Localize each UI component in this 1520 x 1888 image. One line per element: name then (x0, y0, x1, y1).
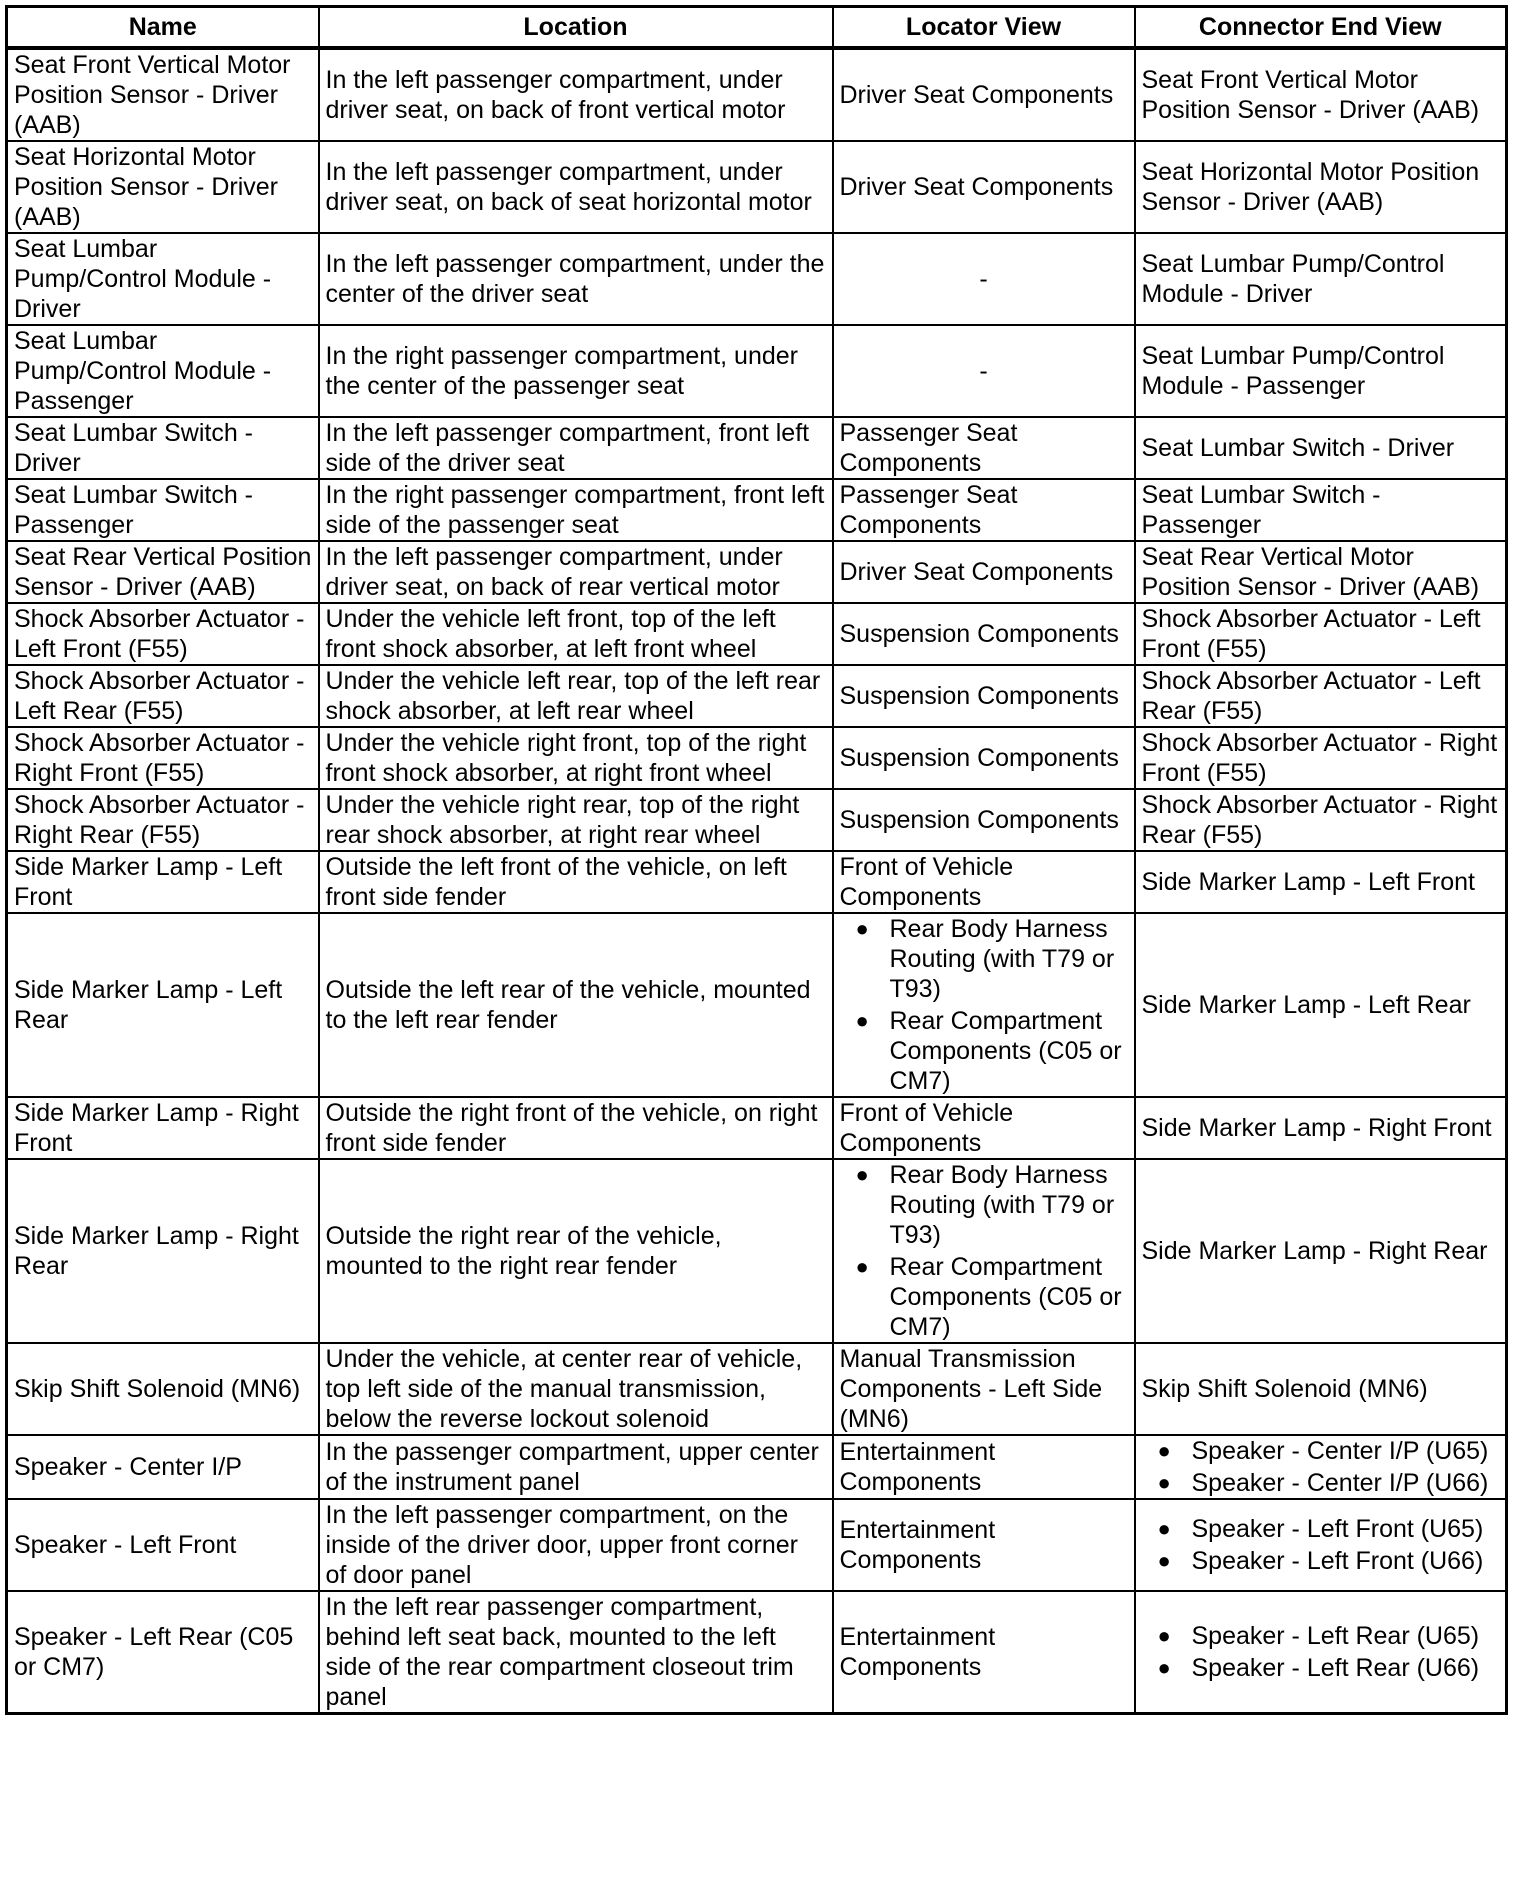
cell-location: In the left passenger compartment, under the center of the driver seat (319, 233, 833, 325)
locator-list (840, 1160, 1128, 1342)
cell-connector-end-view (1135, 789, 1507, 851)
locator-text: - (979, 357, 988, 385)
cell-name: Speaker - Left Front (7, 1499, 319, 1591)
connector-list-item: ● Speaker - Center I/P (U65) (1142, 1436, 1500, 1466)
table-row (7, 479, 1507, 541)
table-row (7, 417, 1507, 479)
cell-name: Speaker - Left Rear (C05 or CM7) (7, 1591, 319, 1714)
connector-text: Side Marker Lamp - Left Rear (1141, 991, 1471, 1019)
locator-text: Entertainment Components (839, 1623, 996, 1681)
locator-text: - (979, 265, 988, 293)
connector-list (1142, 1514, 1500, 1576)
connector-text: Seat Lumbar Pump/Control Module - Driver (1141, 250, 1445, 308)
cell-name: Shock Absorber Actuator - Right Rear (F55) (7, 789, 319, 851)
locator-text: Suspension Components (839, 744, 1119, 772)
connector-text: Side Marker Lamp - Right Front (1141, 1114, 1492, 1142)
table-row (7, 48, 1507, 141)
locator-text: Suspension Components (839, 806, 1119, 834)
cell-locator-view (833, 603, 1135, 665)
cell-locator-view (833, 233, 1135, 325)
cell-location: Under the vehicle, at center rear of vehicle, top left side of the manual transmission, below the reverse lockout solenoid (319, 1343, 833, 1435)
connector-text: Seat Rear Vertical Motor Position Sensor - Driver (AAB) (1141, 543, 1480, 601)
cell-location: In the right passenger compartment, front left side of the passenger seat (319, 479, 833, 541)
locator-text: Front of Vehicle Components (839, 853, 1014, 911)
table-body (7, 48, 1507, 1714)
cell-connector-end-view (1135, 1591, 1507, 1714)
cell-name: Seat Lumbar Pump/Control Module - Driver (7, 233, 319, 325)
cell-name: Speaker - Center I/P (7, 1435, 319, 1499)
cell-location: In the passenger compartment, upper center of the instrument panel (319, 1435, 833, 1499)
cell-connector-end-view (1135, 1499, 1507, 1591)
cell-locator-view (833, 1591, 1135, 1714)
locator-text: Passenger Seat Components (839, 481, 1018, 539)
cell-locator-view (833, 325, 1135, 417)
table-row (7, 233, 1507, 325)
cell-connector-end-view (1135, 603, 1507, 665)
table-row (7, 325, 1507, 417)
cell-name: Shock Absorber Actuator - Left Rear (F55) (7, 665, 319, 727)
locator-text: Driver Seat Components (839, 173, 1114, 201)
cell-name: Side Marker Lamp - Left Front (7, 851, 319, 913)
cell-location: In the left passenger compartment, on the inside of the driver door, upper front corner of door panel (319, 1499, 833, 1591)
component-locator-table-wrapper (5, 5, 1508, 1715)
cell-connector-end-view (1135, 141, 1507, 233)
table-row (7, 1591, 1507, 1714)
cell-name: Side Marker Lamp - Left Rear (7, 913, 319, 1097)
table-row (7, 789, 1507, 851)
component-locator-table (5, 5, 1508, 1715)
cell-locator-view (833, 479, 1135, 541)
connector-text: Skip Shift Solenoid (MN6) (1141, 1375, 1428, 1403)
cell-name: Shock Absorber Actuator - Right Front (F55) (7, 727, 319, 789)
header-connector-end-view: Connector End View (1135, 7, 1507, 49)
cell-name: Seat Rear Vertical Position Sensor - Driver (AAB) (7, 541, 319, 603)
locator-text: Entertainment Components (839, 1438, 996, 1496)
cell-location: In the left passenger compartment, under driver seat, on back of rear vertical motor (319, 541, 833, 603)
locator-text: Suspension Components (839, 620, 1119, 648)
cell-locator-view (833, 541, 1135, 603)
cell-location: In the left rear passenger compartment, behind left seat back, mounted to the left side of the rear compartment closeout trim panel (319, 1591, 833, 1714)
cell-locator-view (833, 141, 1135, 233)
connector-text: Seat Lumbar Switch - Driver (1141, 434, 1455, 462)
table-row (7, 665, 1507, 727)
cell-locator-view (833, 1097, 1135, 1159)
cell-locator-view (833, 851, 1135, 913)
cell-locator-view (833, 1435, 1135, 1499)
connector-text: Seat Lumbar Switch - Passenger (1141, 481, 1381, 539)
cell-name: Seat Lumbar Pump/Control Module - Passenger (7, 325, 319, 417)
cell-connector-end-view (1135, 1159, 1507, 1343)
cell-locator-view (833, 48, 1135, 141)
cell-location: Under the vehicle left front, top of the left front shock absorber, at left front wheel (319, 603, 833, 665)
table-row (7, 913, 1507, 1097)
cell-name: Seat Front Vertical Motor Position Sensor - Driver (AAB) (7, 48, 319, 141)
cell-connector-end-view (1135, 1435, 1507, 1499)
cell-locator-view (833, 665, 1135, 727)
locator-list-item: ● Rear Body Harness Routing (with T79 or T93) (840, 1160, 1128, 1250)
cell-connector-end-view (1135, 665, 1507, 727)
cell-location: Under the vehicle right rear, top of the right rear shock absorber, at right rear wheel (319, 789, 833, 851)
cell-location: Outside the right rear of the vehicle, mounted to the right rear fender (319, 1159, 833, 1343)
locator-text: Front of Vehicle Components (839, 1099, 1014, 1157)
cell-name: Side Marker Lamp - Right Rear (7, 1159, 319, 1343)
cell-connector-end-view (1135, 851, 1507, 913)
cell-location: Outside the right front of the vehicle, on right front side fender (319, 1097, 833, 1159)
locator-text: Entertainment Components (839, 1516, 996, 1574)
locator-list-item: ● Rear Body Harness Routing (with T79 or T93) (840, 914, 1128, 1004)
cell-connector-end-view (1135, 479, 1507, 541)
table-row (7, 851, 1507, 913)
cell-connector-end-view (1135, 541, 1507, 603)
cell-location: In the left passenger compartment, under driver seat, on back of front vertical motor (319, 48, 833, 141)
locator-list-item: ● Rear Compartment Components (C05 or CM7) (840, 1006, 1128, 1096)
table-row (7, 541, 1507, 603)
connector-text: Shock Absorber Actuator - Right Rear (F55) (1141, 791, 1498, 849)
cell-connector-end-view (1135, 417, 1507, 479)
cell-connector-end-view (1135, 233, 1507, 325)
cell-location: In the right passenger compartment, under the center of the passenger seat (319, 325, 833, 417)
table-row (7, 1499, 1507, 1591)
cell-locator-view (833, 1159, 1135, 1343)
cell-locator-view (833, 1499, 1135, 1591)
connector-list-item: ● Speaker - Center I/P (U66) (1142, 1468, 1500, 1498)
locator-text: Driver Seat Components (839, 81, 1114, 109)
connector-list-item: ● Speaker - Left Front (U65) (1142, 1514, 1500, 1544)
cell-location: Outside the left rear of the vehicle, mounted to the left rear fender (319, 913, 833, 1097)
cell-connector-end-view (1135, 48, 1507, 141)
connector-text: Seat Front Vertical Motor Position Sensor - Driver (AAB) (1141, 66, 1480, 124)
connector-list-item: ● Speaker - Left Rear (U65) (1142, 1621, 1500, 1651)
cell-connector-end-view (1135, 913, 1507, 1097)
cell-name: Skip Shift Solenoid (MN6) (7, 1343, 319, 1435)
cell-connector-end-view (1135, 727, 1507, 789)
locator-text: Driver Seat Components (839, 558, 1114, 586)
cell-location: Outside the left front of the vehicle, on left front side fender (319, 851, 833, 913)
locator-list (840, 914, 1128, 1096)
connector-list (1142, 1621, 1500, 1683)
cell-connector-end-view (1135, 1097, 1507, 1159)
cell-location: Under the vehicle left rear, top of the left rear shock absorber, at left rear wheel (319, 665, 833, 727)
locator-text: Manual Transmission Components - Left Side (MN6) (839, 1345, 1103, 1433)
table-row (7, 727, 1507, 789)
cell-locator-view (833, 789, 1135, 851)
table-row (7, 1435, 1507, 1499)
table-row (7, 1343, 1507, 1435)
cell-location: In the left passenger compartment, front left side of the driver seat (319, 417, 833, 479)
connector-text: Shock Absorber Actuator - Left Rear (F55) (1141, 667, 1481, 725)
cell-name: Side Marker Lamp - Right Front (7, 1097, 319, 1159)
cell-connector-end-view (1135, 1343, 1507, 1435)
cell-name: Seat Lumbar Switch - Passenger (7, 479, 319, 541)
cell-name: Seat Lumbar Switch - Driver (7, 417, 319, 479)
table-row (7, 603, 1507, 665)
cell-location: Under the vehicle right front, top of the right front shock absorber, at right front wheel (319, 727, 833, 789)
cell-locator-view (833, 417, 1135, 479)
cell-name: Shock Absorber Actuator - Left Front (F55) (7, 603, 319, 665)
locator-text: Passenger Seat Components (839, 419, 1018, 477)
cell-connector-end-view (1135, 325, 1507, 417)
connector-text: Side Marker Lamp - Left Front (1141, 868, 1475, 896)
connector-list (1142, 1436, 1500, 1498)
connector-list-item: ● Speaker - Left Rear (U66) (1142, 1653, 1500, 1683)
table-row (7, 1097, 1507, 1159)
cell-locator-view (833, 913, 1135, 1097)
locator-text: Suspension Components (839, 682, 1119, 710)
header-location: Location (319, 7, 833, 49)
table-row (7, 141, 1507, 233)
cell-locator-view (833, 1343, 1135, 1435)
cell-locator-view (833, 727, 1135, 789)
header-name: Name (7, 7, 319, 49)
cell-location: In the left passenger compartment, under driver seat, on back of seat horizontal motor (319, 141, 833, 233)
header-row (7, 7, 1507, 49)
cell-name: Seat Horizontal Motor Position Sensor - Driver (AAB) (7, 141, 319, 233)
header-locator-view: Locator View (833, 7, 1135, 49)
locator-list-item: ● Rear Compartment Components (C05 or CM7) (840, 1252, 1128, 1342)
connector-text: Seat Lumbar Pump/Control Module - Passenger (1141, 342, 1445, 400)
connector-list-item: ● Speaker - Left Front (U66) (1142, 1546, 1500, 1576)
connector-text: Shock Absorber Actuator - Left Front (F55) (1141, 605, 1481, 663)
connector-text: Shock Absorber Actuator - Right Front (F55) (1141, 729, 1498, 787)
connector-text: Side Marker Lamp - Right Rear (1141, 1237, 1488, 1265)
table-row (7, 1159, 1507, 1343)
connector-text: Seat Horizontal Motor Position Sensor - Driver (AAB) (1141, 158, 1480, 216)
